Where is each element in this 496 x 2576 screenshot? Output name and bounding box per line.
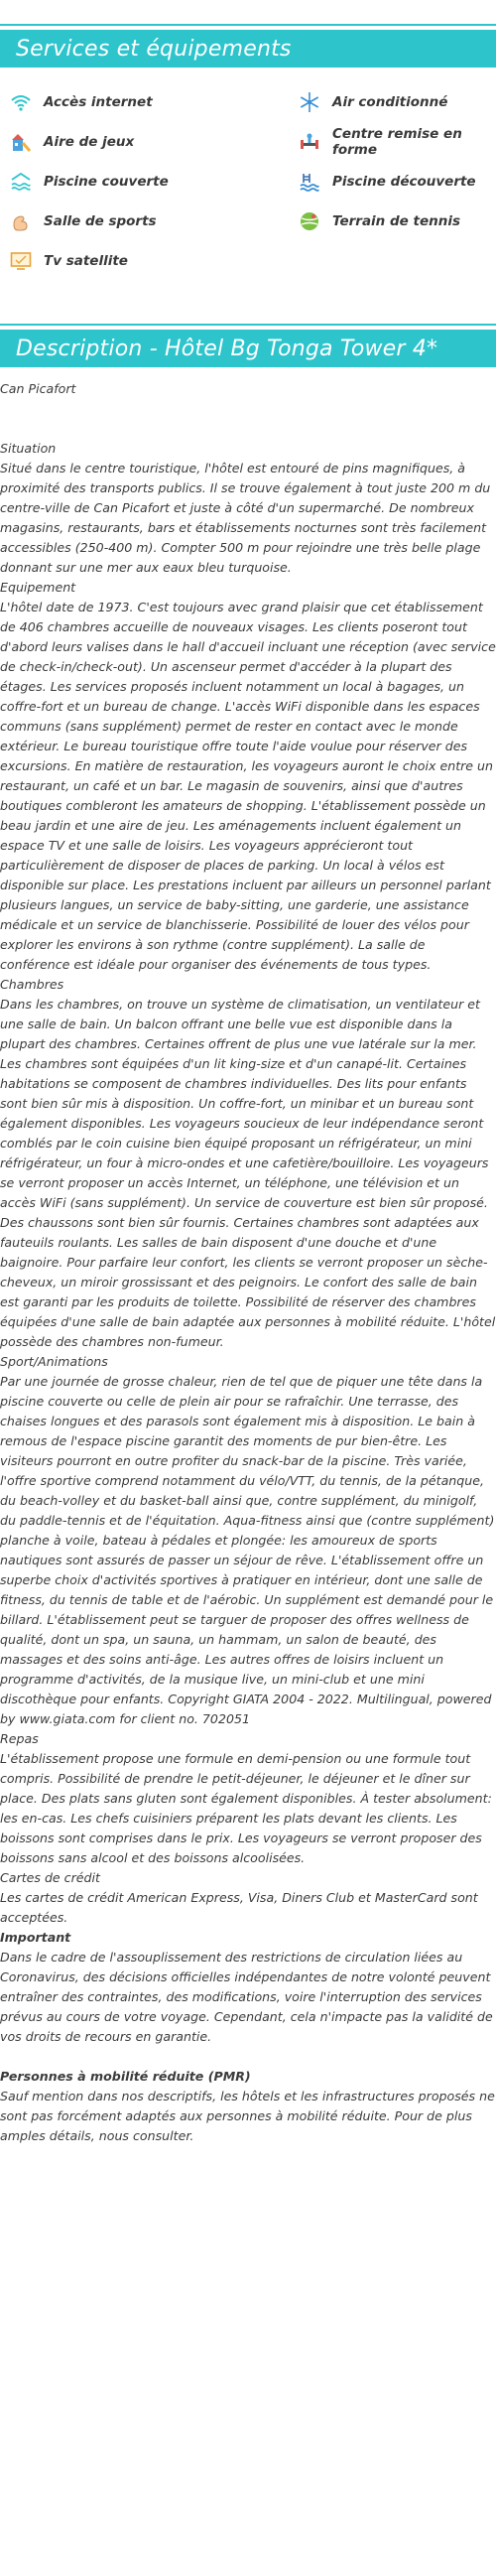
amenity-satellite-tv: [10, 248, 253, 274]
amenity-label: Air conditionné: [332, 94, 448, 110]
amenity-covered-pool: [10, 169, 253, 195]
playground-icon: [10, 131, 32, 153]
repas-text: L'établissement propose une formule en demi-pension ou une formule tout compris. Possibilité de prendre le petit-déjeuner, le déjeuner et le dîner sur place. Des plats sans gluten sont également disponibles. À tester absolument: les en-cas. Les chefs cuisiniers préparent les plats devant les clients. Les boissons sont comprises dans le prix. Les voyageurs se verront proposer des boissons sans alcool et des boissons alcoolisées.: [0, 1751, 492, 1865]
amenity-label: Centre remise en forme: [332, 126, 462, 158]
snowflake-icon: [299, 91, 320, 113]
services-header: [0, 30, 496, 68]
amenity-fitness: [253, 126, 496, 158]
amenity-label: Piscine découverte: [332, 174, 476, 190]
description-body: [0, 367, 496, 2146]
important-text: Dans le cadre de l'assouplissement des restrictions de circulation liées au Coronavirus, des décisions officielles indépendantes de notre volonté peuvent entraîner des contraintes, des modifications, voire l'interruption des services prévus au cours de votre voyage. Cependant, cela n'impacte pas la validité de vos droits de recours en garantie.: [0, 1950, 493, 2044]
tv-icon: [10, 250, 32, 272]
outdoor-pool-icon: [299, 171, 320, 193]
chambres-text: Dans les chambres, on trouve un système de climatisation, un ventilateur et une salle de bain. Un balcon offrant une belle vue est disponible dans la plupart des chambres. Certaines offrent de plus une vue latérale sur la mer. Les chambres sont équipées d'un lit king-size et d'un canapé-lit. Certaines habitations se composent de chambres individuelles. Des lits pour enfants sont bien sûr mis à disposition. Un coffre-fort, un minibar et un bureau sont également disponibles. Les voyageurs soucieux de leur indépendance seront comblés par le coin cuisine bien équipé proposant un réfrigérateur, un mini réfrigérateur, un four à micro-ondes et une cafetière/bouilloire. Les voyageurs se verront proposer un accès Internet, un téléphone, une télévision et un accès WiFi (sans supplément). Un service de couverture est bien sûr proposé. Des chaussons sont bien sûr fournis. Certaines chambres sont adaptées aux fauteuils roulants. Les salles de bain disposent d'une douche et d'une baignoire. Pour parfaire leur confort, les clients se verront proposer un sèche-cheveux, un miroir grossissant et des peignoirs. Le confort des salle de bain est garanti par les produits de toilette. Possibilité de réserver des chambres équipées d'une salle de bain adaptée aux personnes à mobilité réduite. L'hôtel possède des chambres non-fumeur.: [0, 997, 496, 1349]
amenity-label: Piscine couverte: [44, 174, 169, 190]
amenity-label: Salle de sports: [44, 213, 157, 229]
amenity-label: Aire de jeux: [44, 134, 135, 150]
description-title: Description - Hôtel Bg Tonga Tower 4*: [16, 336, 438, 361]
amenity-label: Tv satellite: [44, 253, 128, 269]
sport-text: Par une journée de grosse chaleur, rien de tel que de piquer une tête dans la piscine couverte ou celle de plein air pour se rafraîchir. Une terrasse, des chaises longues et des parasols sont également mis à disposition. Le bain à remous de l'espace piscine garantit des moments de pur bien-être. Les visiteurs pourront en outre profiter du snack-bar de la piscine. Très variée, l'offre sportive comprend notamment du vélo/VTT, du tennis, de la pétanque, du beach-volley et du basket-ball ainsi que, contre supplément, du minigolf, du paddle-tennis et de l'équitation. Aqua-fitness ainsi que (contre supplément) planche à voile, bateau à pédales et plongée: les amoureux de sports nautiques sont assurés de passer un séjour de rêve. L'établissement offre un superbe choix d'activités sportives à pratiquer en intérieur, dont une salle de fitness, du tennis de table et de l'aérobic. Un supplément est demandé pour le billard. L'établissement peut se targuer de proposer des offres wellness de qualité, dont un spa, un sauna, un hammam, un salon de beauté, des massages et des soins anti-âge. Les autres offres de loisirs incluent un programme d'activités, de la musique live, un mini-club et une mini discothèque pour enfants. Copyright GIATA 2004 - 2022. Multilingual, powered by www.giata.com for client no. 702051: [0, 1374, 495, 1726]
amenity-label: Terrain de tennis: [332, 213, 461, 229]
description-header: [0, 330, 496, 367]
important-heading: Important: [0, 1930, 71, 1945]
cartes-text: Les cartes de crédit American Express, Visa, Diners Club et MasterCard sont acceptées.: [0, 1890, 478, 1925]
covered-pool-icon: [10, 171, 32, 193]
equipement-heading: Equipement: [0, 580, 76, 595]
amenity-tennis: [253, 208, 496, 234]
situation-text: Situé dans le centre touristique, l'hôtel est entouré de pins magnifiques, à proximité des transports publics. Il se trouve également à tout juste 200 m du centre-ville de Can Picafort et juste à côté d'un supermarché. De nombreux magasins, restaurants, bars et établissements nocturnes sont très facilement accessibles (250-400 m). Compter 500 m pour rejoindre une très belle plage donnant sur une mer aux eaux bleu turquoise.: [0, 461, 491, 575]
chambres-heading: Chambres: [0, 977, 64, 992]
situation-heading: Situation: [0, 441, 57, 456]
pmr-heading: Personnes à mobilité réduite (PMR): [0, 2069, 251, 2084]
amenity-internet: [10, 89, 253, 115]
equipement-text: L'hôtel date de 1973. C'est toujours avec grand plaisir que cet établissement de 406 chambres accueille de nouveaux visages. Les clients poseront tout d'abord leurs valises dans le hall d'accueil incluant une réception (avec service de check-in/check-out). Un ascenseur permet d'accéder à la plupart des étages. Les services proposés incluent notamment un local à bagages, un coffre-fort et un bureau de change. L'accès WiFi disponible dans les espaces communs (sans supplément) permet de rester en contact avec le monde extérieur. Le bureau touristique offre toute l'aide voulue pour réserver des excursions. En matière de restauration, les voyageurs auront le choix entre un restaurant, un café et un bar. Le magasin de souvenirs, ainsi que d'autres boutiques combleront les amateurs de shopping. L'établissement possède un beau jardin et une aire de jeu. Les aménagements incluent également un espace TV et une salle de loisirs. Les voyageurs apprécieront tout particulièrement de disposer de places de parking. Un local à vélos est disponible sur place. Les prestations incluent par ailleurs un personnel parlant plusieurs langues, un service de baby-sitting, une garderie, une assistance médicale et un service de blanchisserie. Possibilité de louer des vélos pour explorer les environs à son rythme (contre supplément). La salle de conférence est idéale pour organiser des événements de tous types.: [0, 600, 496, 972]
cartes-heading: Cartes de crédit: [0, 1870, 100, 1885]
amenity-gym: [10, 208, 253, 234]
amenity-playground: [10, 129, 253, 155]
amenity-label: Accès internet: [44, 94, 153, 110]
amenity-air-conditioning: [253, 89, 496, 115]
repas-heading: Repas: [0, 1731, 39, 1746]
services-title: Services et équipements: [16, 36, 292, 62]
amenities-list: [0, 68, 496, 300]
sport-heading: Sport/Animations: [0, 1354, 108, 1369]
fitness-icon: [299, 131, 320, 153]
wifi-icon: [10, 91, 32, 113]
location: Can Picafort: [0, 381, 76, 396]
amenity-outdoor-pool: [253, 169, 496, 195]
tennis-icon: [299, 210, 320, 232]
pmr-text: Sauf mention dans nos descriptifs, les hôtels et les infrastructures proposés ne sont pas forcément adaptés aux personnes à mobilité réduite. Pour de plus amples détails, nous consulter.: [0, 2089, 495, 2143]
gym-icon: [10, 210, 32, 232]
